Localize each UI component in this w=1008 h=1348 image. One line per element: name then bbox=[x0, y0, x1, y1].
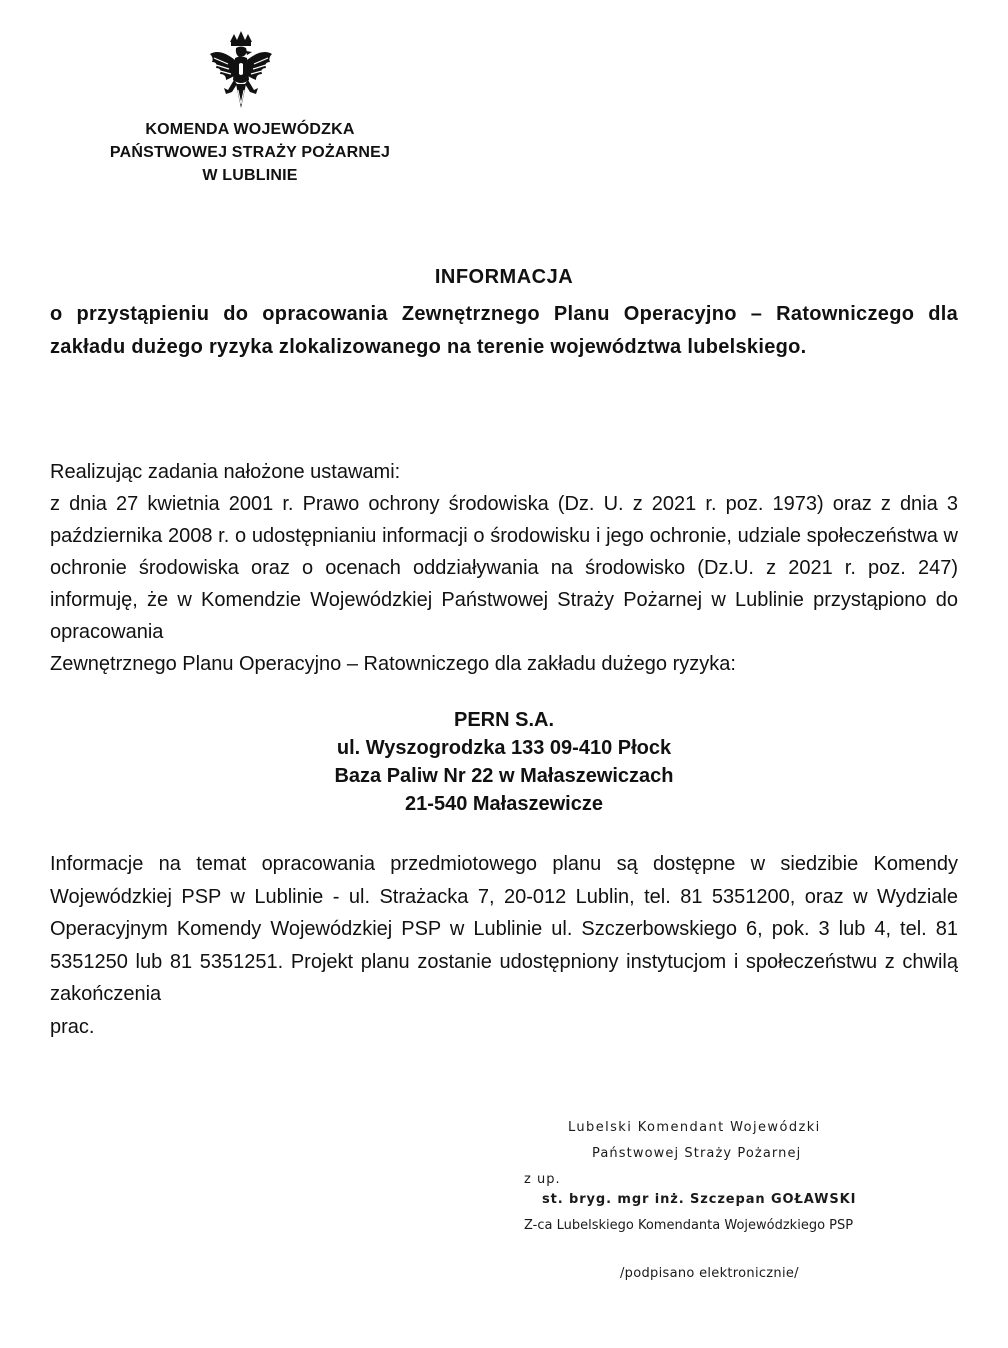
polish-eagle-emblem-icon bbox=[206, 28, 276, 114]
issuer-line-1: KOMENDA WOJEWÓDZKA bbox=[145, 121, 355, 138]
facility-address: ul. Wyszogrodzka 133 09-410 Płock bbox=[336, 737, 672, 759]
facility-base: Baza Paliw Nr 22 w Małaszewiczach bbox=[334, 765, 674, 787]
legal-basis-last-line: Zewnętrznego Planu Operacyjno – Ratowniczego dla zakładu dużego ryzyka: bbox=[50, 653, 736, 675]
availability-paragraph bbox=[50, 848, 958, 1043]
document-subject: o przystąpieniu do opracowania Zewnętrznego Planu Operacyjno – Ratowniczego dla zakładu dużego ryzyka zlokalizowanego na terenie województwa lubelskiego. bbox=[50, 303, 958, 358]
legal-basis-text: z dnia 27 kwietnia 2001 r. Prawo ochrony środowiska (Dz. U. z 2021 r. poz. 1973) oraz z dnia 3 października 2008 r. o udostępnianiu informacji o środowisku i jego ochronie, udziale społeczeństwa w ochronie środowiska oraz o ocenach oddziaływania na środowisko (Dz.U. z 2021 r. poz. 247) informuję, że w Komendzie Wojewódzkiej Państwowej Straży Pożarnej w Lublinie przystąpiono do opracowania bbox=[50, 493, 958, 643]
signature-title-1: Lubelski Komendant Wojewódzki bbox=[568, 1120, 821, 1135]
document-title: INFORMACJA bbox=[434, 266, 574, 288]
facility-postal: 21-540 Małaszewicze bbox=[405, 793, 603, 815]
intro-paragraph: Realizując zadania nałożone ustawami: bbox=[50, 461, 401, 483]
signature-on-behalf: z up. bbox=[524, 1172, 561, 1187]
issuer-line-3: W LUBLINIE bbox=[202, 167, 298, 184]
facility-name: PERN S.A. bbox=[453, 709, 555, 731]
facility-block bbox=[0, 706, 1008, 818]
legal-basis-paragraph bbox=[50, 488, 958, 680]
issuer-line-2: PAŃSTWOWEJ STRAŻY POŻARNEJ bbox=[109, 144, 391, 161]
availability-last-line: prac. bbox=[50, 1015, 95, 1038]
signatory-position: Z-ca Lubelskiego Komendanta Wojewódzkiego PSP bbox=[524, 1218, 854, 1233]
issuer-block bbox=[60, 118, 440, 187]
availability-text: Informacje na temat opracowania przedmiotowego planu są dostępne w siedzibie Komendy Wojewódzkiej PSP w Lublinie - ul. Strażacka 7, 20-012 Lublin, tel. 81 5351200, oraz w Wydziale Operacyjnym Komendy Wojewódzkiej PSP w Lublinie ul. Szczerbowskiego 6, pok. 3 lub 4, tel. 81 5351250 lub 81 5351251. Projekt planu zostanie udostępniony instytucjom i społeczeństwu z chwilą zakończenia bbox=[50, 853, 958, 1005]
electronic-signature-note: /podpisano elektronicznie/ bbox=[620, 1266, 799, 1281]
signature-title-2: Państwowej Straży Pożarnej bbox=[592, 1146, 802, 1161]
signatory-name: st. bryg. mgr inż. Szczepan GOŁAWSKI bbox=[542, 1192, 857, 1207]
